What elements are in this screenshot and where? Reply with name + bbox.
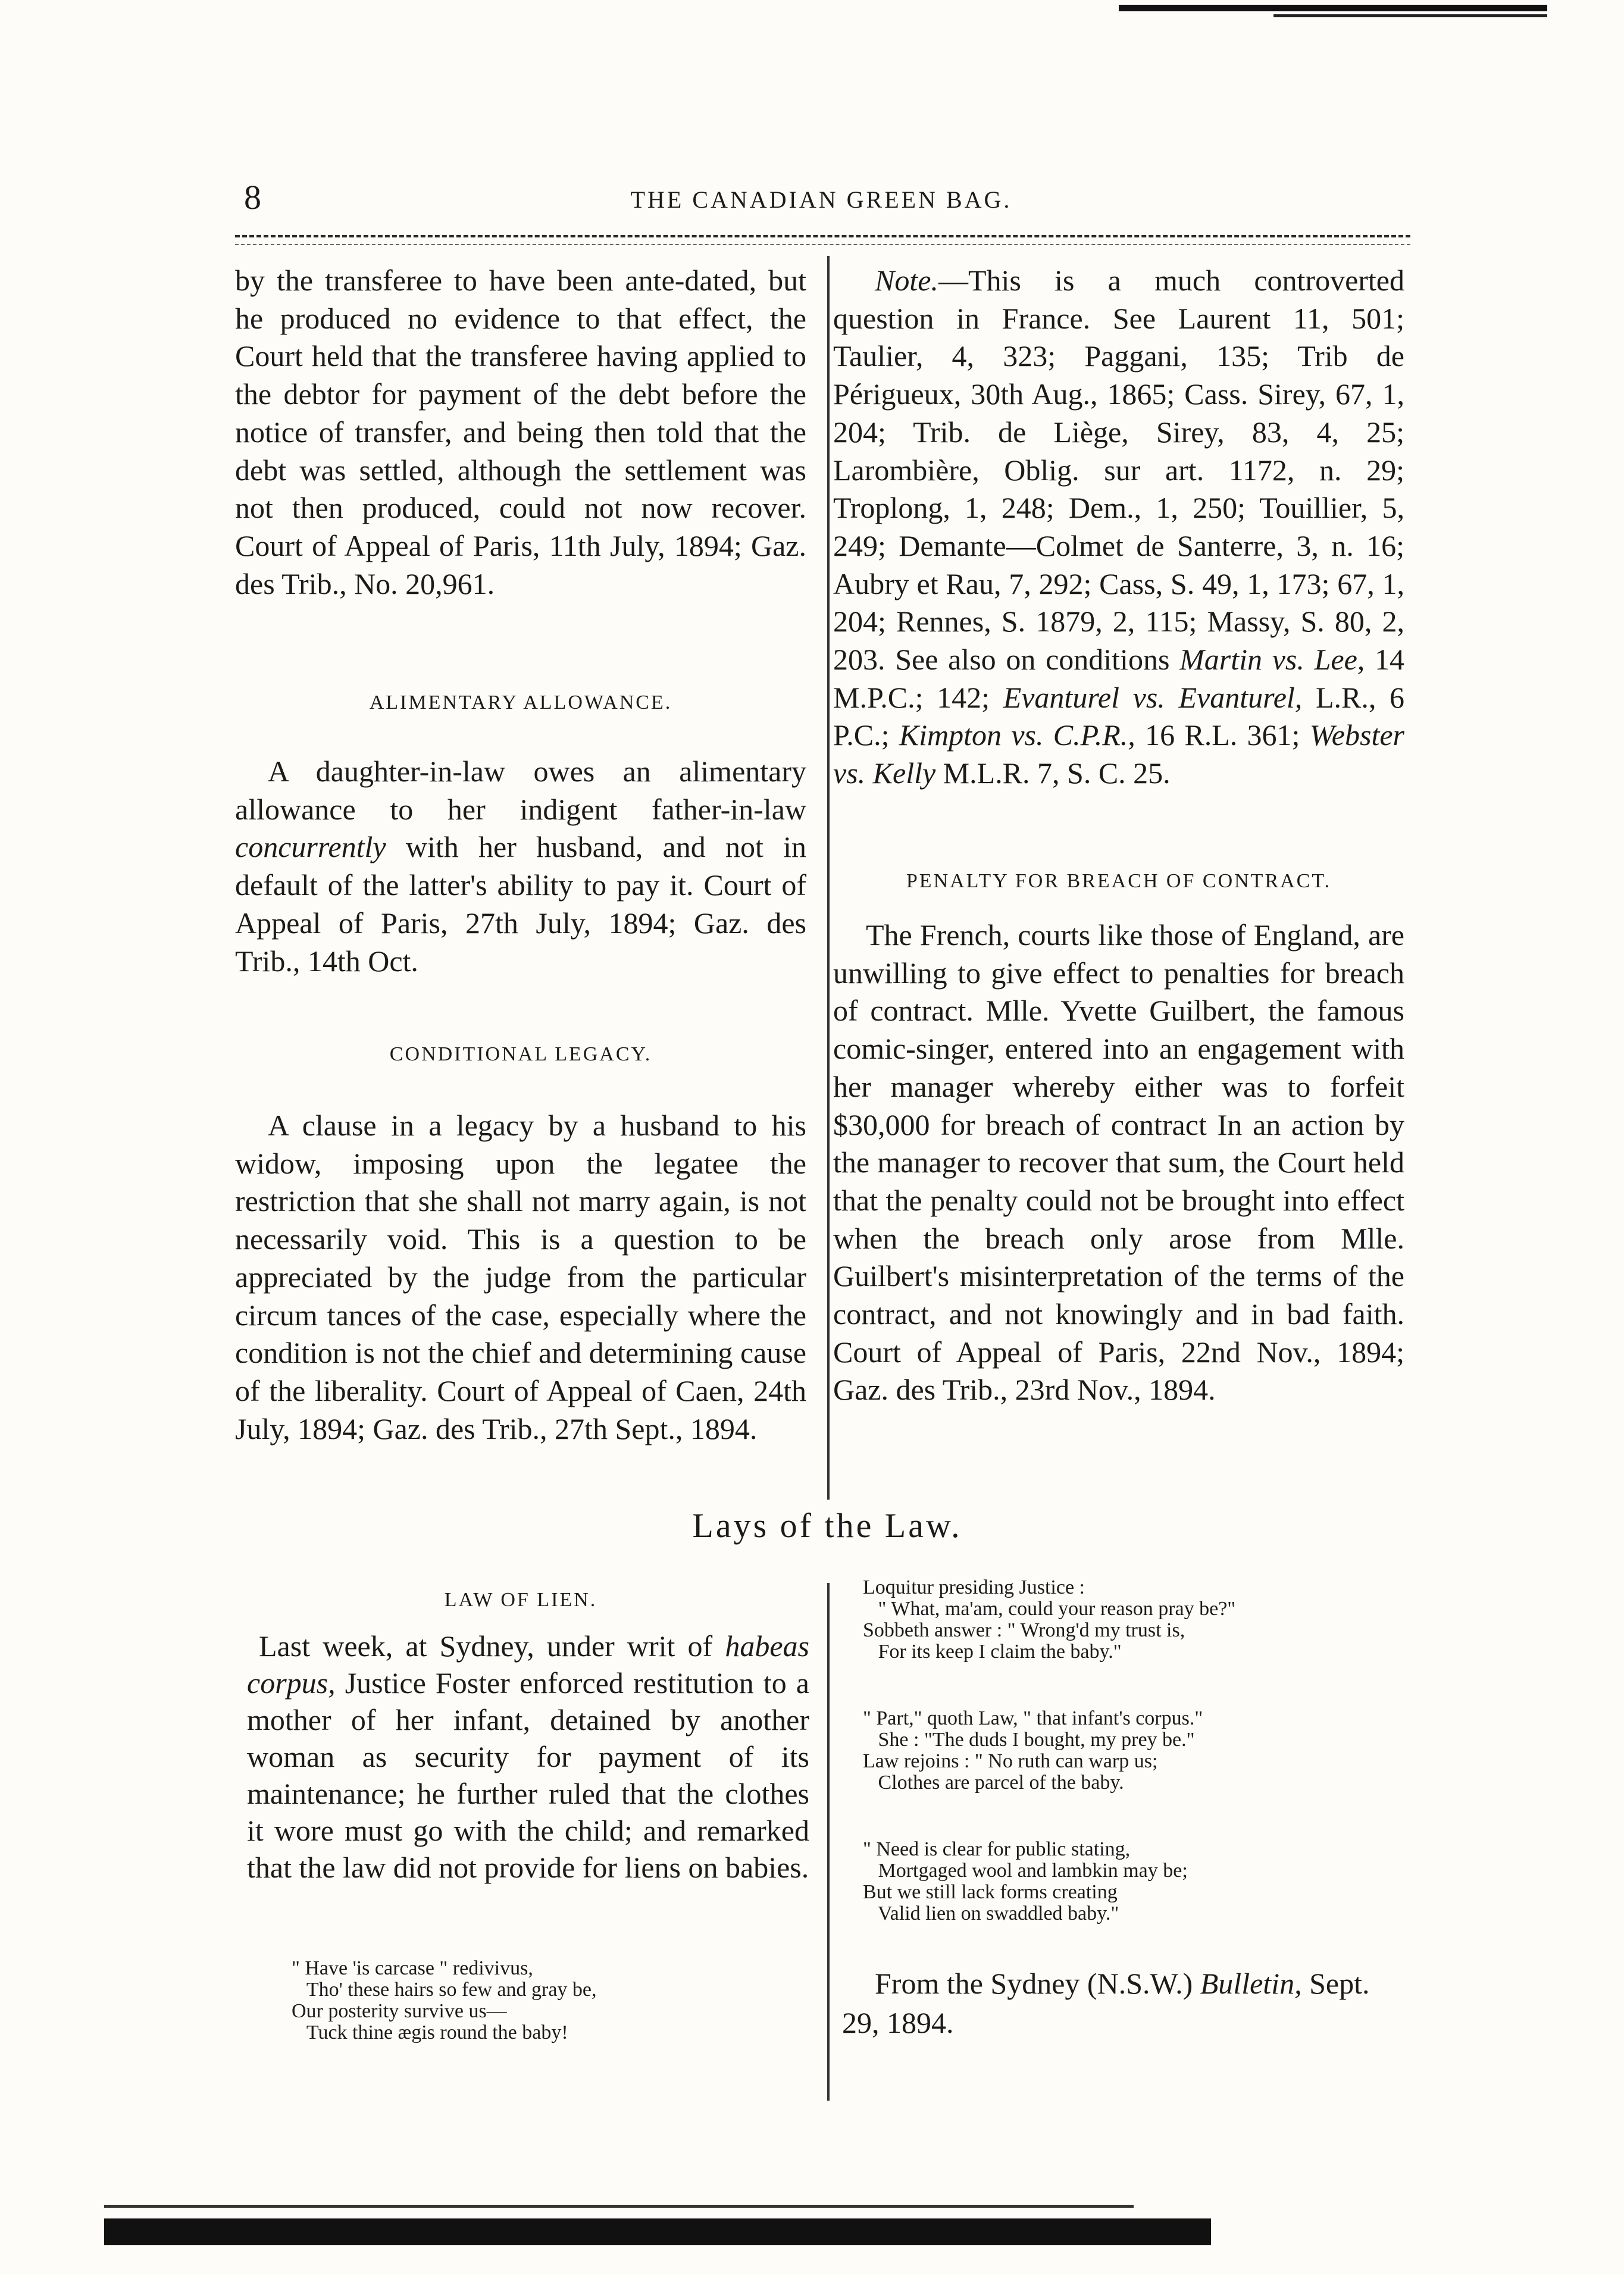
lien-paragraph: Last week, at Sydney, under writ of habeas corpus, Justice Foster enforced restitution to a mother of her infant, detained by another woman as security for payment of its maintenance; he further ruled that the clothes it wore must go with the child; and remarked that the law did not provide for liens on babies. [247,1629,809,1884]
penalty-paragraph: The French, courts like those of England, are unwilling to give effect to penalties for breach of contract. Mlle. Yvette Guilbert, the famous comic-singer, entered into an engagement with her manager whereby either was to forfeit $30,000 for breach of contract In an action by the manager to recover that sum, the Court held that the penalty could not be brought into effect when the breach only arose from Mlle. Guilbert's misinterpretation of the terms of the contract, and not knowingly and in bad faith. Court of Appeal of Paris, 22nd Nov., 1894; Gaz. des Trib., 23rd Nov., 1894. [833,918,1404,1407]
poem-line: Our posterity survive us— [292,2000,507,2022]
poem-line: " Need is clear for public stating, [863,1838,1131,1860]
transferee-paragraph: by the transferee to have been ante-dated, but he produced no evidence to that effect, the Court held that the transferee having applied to the debtor for payment of the debt before the notice of transfer, and being then told that the debt was settled, although the settlement was not then produced, could not now recover. Court of Appeal of Paris, 11th July, 1894; Gaz. des Trib., No. 20,961. [235,264,806,600]
top-scan-rule [1119,5,1547,11]
poem-line: Tuck thine ægis round the baby! [292,2021,568,2044]
note-label: Note. [875,264,938,297]
poem-line: But we still lack forms creating [863,1881,1118,1903]
emphasis-habeas-corpus: habeas corpus, [247,1629,809,1700]
top-scan-rule-thin [1273,14,1547,17]
poem-line: " Part," quoth Law, " that infant's corpus." [863,1707,1203,1729]
bulletin-source [842,1964,1413,2042]
poem-line: For its keep I claim the baby." [863,1641,1122,1663]
poem-line: " Have 'is carcase " redivivus, [292,1957,533,1979]
running-head: THE CANADIAN GREEN BAG. [630,186,1012,213]
bottom-scan-bar [104,2218,1211,2245]
right-poem-stanza-3 [863,1839,1398,1924]
note-paragraph: Note.—This is a much controverted question in France. See Laurent 11, 501; Taulier, 4, 323; Paggani, 135; Trib de Périgueux, 30th Aug., 1865; Cass. Sirey, 67, 1, 204; Trib. de Liège, Sirey, 83, 4, 25; Larombière, Oblig. sur art. 1172, n. 29; Troplong, 1, 248; Dem., 1, 250; Touillier, 5, 249; Demante—Colmet de Santerre, 3, n. 16; Aubry et Rau, 7, 292; Cass, S. 49, 1, 173; 67, 1, 204; Rennes, S. 1879, 2, 115; Massy, S. 80, 2, 203. See also on conditions Martin vs. Lee, 14 M.P.C.; 142; Evanturel vs. Evanturel, L.R., 6 P.C.; Kimpton vs. C.P.R., 16 R.L. 361; Webster vs. Kelly M.L.R. 7, S. C. 25. [833,264,1405,790]
left-poem [292,1958,803,2044]
poem-line: She : "The duds I bought, my prey be." [863,1729,1195,1751]
column-divider-lower [827,1583,830,2101]
left-column [235,262,806,603]
emphasis-concurrently: concurrently [235,830,386,864]
penalty-heading: PENALTY FOR BREACH OF CONTRACT. [906,870,1332,892]
page-number: 8 [244,178,261,217]
conditional-section [235,1107,806,1448]
right-poem-stanza-1 [863,1577,1398,1663]
poem-line: Loquitur presiding Justice : [863,1576,1085,1598]
poem-line: Mortgaged wool and lambkin may be; [863,1860,1188,1882]
poem-line: Sobbeth answer : " Wrong'd my trust is, [863,1619,1185,1641]
bulletin-title: Bulletin, [1200,1967,1302,2000]
case-evanturel: Evanturel vs. Evanturel, [1003,680,1303,714]
case-martin-lee: Martin vs. Lee, [1179,643,1365,677]
note-section [833,262,1404,793]
conditional-paragraph: A clause in a legacy by a husband to his widow, imposing upon the legatee the restriction that she shall not marry again, is not necessarily void. This is a question to be appreciated by the judge from the particular circum tances of the case, especially where the condition is not the chief and determining cause of the liberality. Court of Appeal of Caen, 24th July, 1894; Gaz. des Trib., 27th Sept., 1894. [235,1109,806,1445]
bottom-scan-rule-thin [104,2205,1134,2208]
poem-line: Valid lien on swaddled baby." [863,1902,1119,1924]
column-divider-upper [827,256,830,1500]
poem-line: " What, ma'am, could your reason pray be?" [863,1598,1236,1620]
lien-section [247,1628,809,1886]
conditional-heading: CONDITIONAL LEGACY. [389,1043,652,1065]
alimentary-paragraph: A daughter-in-law owes an alimentary allowance to her indigent father-in-law concurrently with her husband, and not in default of the latter's ability to pay it. Court of Appeal of Paris, 27th July, 1894; Gaz. des Trib., 14th Oct. [235,755,806,978]
law-of-lien-heading: LAW OF LIEN. [444,1589,597,1611]
alimentary-section [235,753,806,980]
poem-line: Clothes are parcel of the baby. [863,1772,1124,1794]
header-rule [235,235,1410,237]
alimentary-heading: ALIMENTARY ALLOWANCE. [369,691,672,714]
poem-line: Law rejoins : " No ruth can warp us; [863,1750,1158,1772]
penalty-section [833,916,1404,1409]
lays-of-the-law-title: Lays of the Law. [692,1506,962,1545]
poem-line: Tho' these hairs so few and gray be, [292,1979,597,2001]
case-kimpton: Kimpton vs. C.P.R., [899,718,1135,752]
header-rule-secondary [235,244,1410,245]
source-line: From the Sydney (N.S.W.) Bulletin, Sept. 29, 1894. [842,1967,1370,2039]
case-webster-kelly: Webster vs. Kelly [833,718,1404,790]
right-poem-stanza-2 [863,1708,1398,1794]
